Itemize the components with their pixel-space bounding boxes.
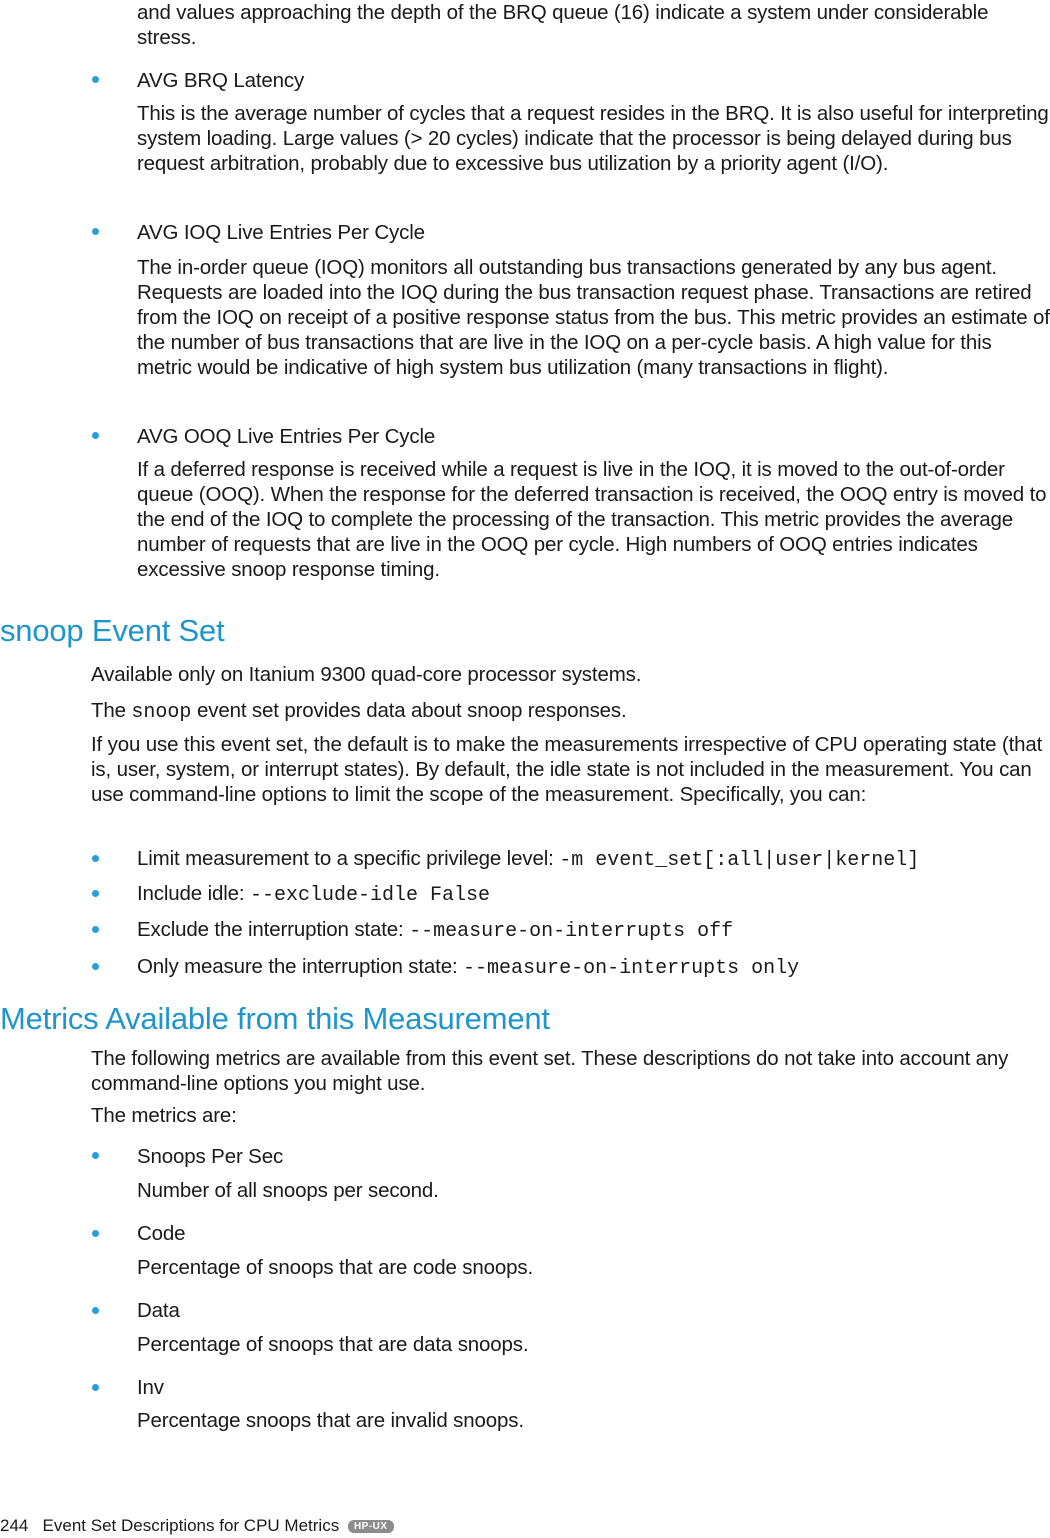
option-only-interrupts — [137, 954, 799, 981]
option-exclude-interrupts — [137, 917, 733, 944]
provides-suffix: event set provides data about snoop responses. — [196, 699, 627, 722]
snoop-code: snoop — [131, 701, 192, 724]
option-label: Exclude the interruption state: — [137, 918, 404, 941]
bullet-icon — [92, 926, 99, 933]
metric-title-inv: Inv — [137, 1376, 164, 1399]
metric-desc-snoops-per-sec: Number of all snoops per second. — [137, 1179, 439, 1202]
metric-desc-ooq: If a deferred response is received while a request is live in the IOQ, it is moved to the out-of-order queue (OOQ). When the response for the deferred transaction is received, the OOQ entry is moved to the end of the IOQ to complete the processing of the transaction. This metric provides the average number of requests that are live in the OOQ per cycle. High numbers of OOQ entries indicates excessive snoop response timing. — [137, 458, 1047, 581]
page-footer — [0, 1514, 394, 1538]
bullet-icon — [92, 855, 99, 862]
section-heading-snoop: snoop Event Set — [0, 613, 225, 648]
option-include-idle — [137, 881, 490, 908]
bullet-icon — [92, 1384, 99, 1391]
continued-paragraph: and values approaching the depth of the BRQ queue (16) indicate a system under considerable stress. — [137, 1, 989, 49]
provides-prefix: The — [91, 699, 126, 722]
option-code: --measure-on-interrupts off — [409, 920, 734, 943]
metrics-lead: The metrics are: — [91, 1104, 237, 1127]
footer-chapter: Event Set Descriptions for CPU Metrics — [42, 1516, 340, 1535]
option-code: --exclude-idle False — [250, 884, 491, 907]
metric-desc-code: Percentage of snoops that are code snoops. — [137, 1256, 534, 1279]
metric-title-ioq: AVG IOQ Live Entries Per Cycle — [137, 221, 425, 244]
metric-desc-brq-latency: This is the average number of cycles that a request resides in the BRQ. It is also useful for interpreting system loading. Large values (> 20 cycles) indicate that the processor is being delayed during bus request arbitration, probably due to excessive bus utilization by a priority agent (I/O). — [137, 102, 1049, 175]
metric-title-data: Data — [137, 1299, 180, 1322]
option-privilege-level — [137, 846, 919, 873]
option-label: Include idle: — [137, 882, 245, 905]
metric-title-ooq: AVG OOQ Live Entries Per Cycle — [137, 425, 436, 448]
option-code: --measure-on-interrupts only — [463, 957, 800, 980]
option-label: Only measure the interruption state: — [137, 955, 458, 978]
bullet-icon — [92, 76, 99, 83]
metric-desc-ioq: The in-order queue (IOQ) monitors all outstanding bus transactions generated by any bus agent. Requests are loaded into the IOQ during the bus transaction request phase. Transactions are retired from the IOQ on receipt of a positive response status from the bus. This metric provides an estimate of the number of bus transactions that are live in the IOQ on a per-cycle basis. A high value for this metric would be indicative of high system bus utilization (many transactions in flight). — [137, 256, 1050, 379]
metric-title-snoops-per-sec: Snoops Per Sec — [137, 1145, 284, 1168]
default-scope-paragraph: If you use this event set, the default is to make the measurements irrespective of CPU operating state (that is, user, system, or interrupt states). By default, the idle state is not included in the measurement. You can use command-line options to limit the scope of the measurement. Specifically, you can: — [91, 733, 1043, 806]
bullet-icon — [92, 1152, 99, 1159]
option-label: Limit measurement to a specific privilege level: — [137, 847, 554, 870]
metric-title-code: Code — [137, 1222, 186, 1245]
hp-ux-badge: HP-UX — [348, 1520, 394, 1533]
option-code: -m event_set[:all|user|kernel] — [559, 849, 920, 872]
bullet-icon — [92, 963, 99, 970]
metric-desc-data: Percentage of snoops that are data snoops. — [137, 1333, 529, 1356]
metric-desc-inv: Percentage snoops that are invalid snoops. — [137, 1409, 524, 1432]
bullet-icon — [92, 890, 99, 897]
page-number: 244 — [0, 1516, 29, 1535]
availability-note: Available only on Itanium 9300 quad-core processor systems. — [91, 663, 642, 686]
metric-title-brq-latency: AVG BRQ Latency — [137, 69, 305, 92]
section-heading-metrics: Metrics Available from this Measurement — [0, 1001, 550, 1036]
bullet-icon — [92, 228, 99, 235]
snoop-provides-paragraph — [91, 698, 1050, 725]
bullet-icon — [92, 1230, 99, 1237]
bullet-icon — [92, 432, 99, 439]
metrics-intro: The following metrics are available from this event set. These descriptions do not take into account any command-line options you might use. — [91, 1047, 1009, 1095]
bullet-icon — [92, 1307, 99, 1314]
